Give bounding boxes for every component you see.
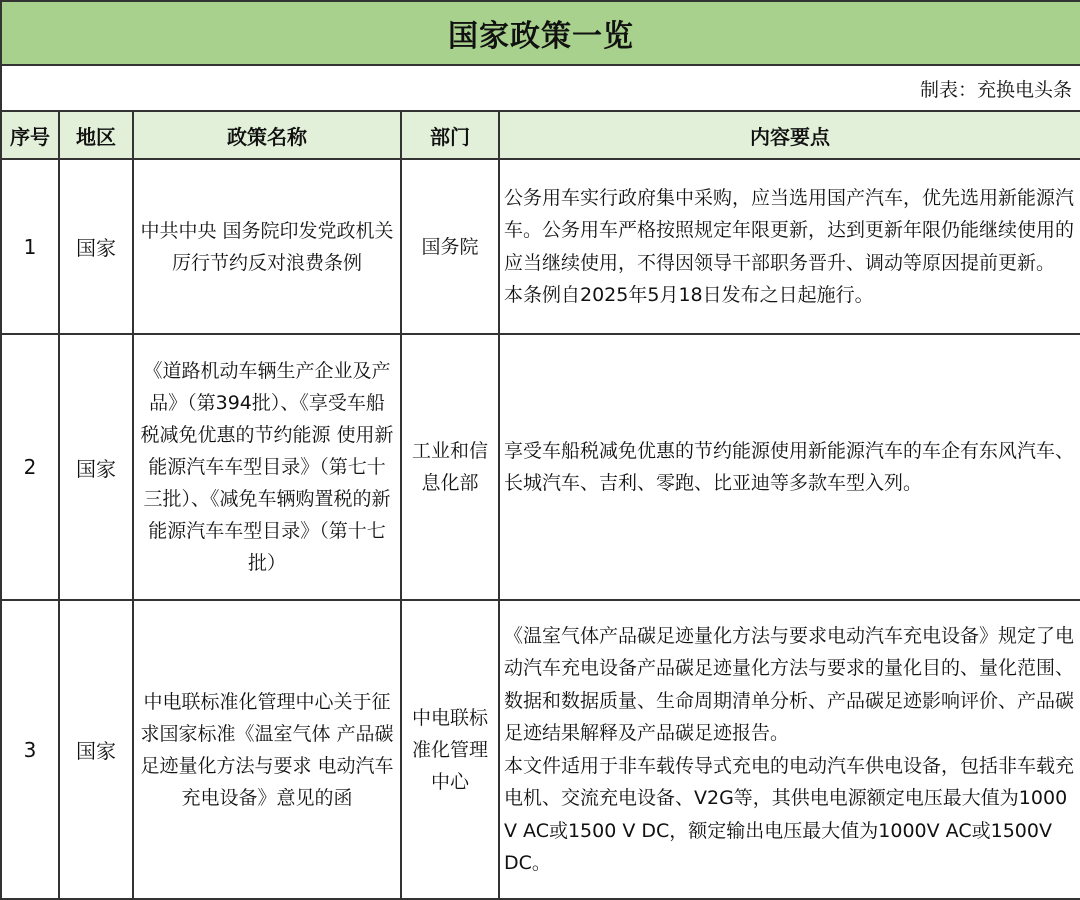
row-policy-name: 中共中央 国务院印发党政机关厉行节约反对浪费条例 bbox=[133, 159, 401, 334]
key-point-paragraph: 本条例自2025年5月18日发布之日起施行。 bbox=[504, 284, 874, 306]
header-index: 序号 bbox=[1, 111, 59, 159]
key-point-paragraph: 《温室气体产品碳足迹量化方法与要求电动汽车充电设备》规定了电动汽车充电设备产品碳足迹量化方法与要求的量化目的、量化范围、数据和数据质量、生命周期清单分析、产品碳足迹影响评价、产品碳足迹结果解释及产品碳足迹报告。 bbox=[504, 624, 1075, 744]
table-row bbox=[1, 600, 1080, 899]
row-key-points bbox=[499, 334, 1080, 600]
header-key-points: 内容要点 bbox=[499, 111, 1080, 159]
header-policy-name: 政策名称 bbox=[133, 111, 401, 159]
row-index: 2 bbox=[1, 334, 59, 600]
key-point-paragraph: 本文件适用于非车载传导式充电的电动汽车供电设备，包括非车载充电机、交流充电设备、V2G等，其供电电源额定电压最大值为1000 V AC或1500 V DC，额定输出电压最大值为1000V AC或1500V DC。 bbox=[504, 754, 1075, 874]
table-credit: 制表：充换电头条 bbox=[1, 65, 1080, 111]
row-department: 中电联标准化管理中心 bbox=[401, 600, 499, 899]
row-department: 国务院 bbox=[401, 159, 499, 334]
row-department: 工业和信息化部 bbox=[401, 334, 499, 600]
row-region: 国家 bbox=[59, 334, 133, 600]
header-region: 地区 bbox=[59, 111, 133, 159]
table-row bbox=[1, 159, 1080, 334]
header-row bbox=[1, 111, 1080, 159]
key-point-paragraph: 公务用车实行政府集中采购，应当选用国产汽车，优先选用新能源汽车。公务用车严格按照规定年限更新，达到更新年限仍能继续使用的应当继续使用，不得因领导干部职务晋升、调动等原因提前更新。 bbox=[504, 186, 1075, 274]
table-row bbox=[1, 334, 1080, 600]
header-department: 部门 bbox=[401, 111, 499, 159]
row-key-points bbox=[499, 600, 1080, 899]
row-key-points bbox=[499, 159, 1080, 334]
row-policy-name: 《道路机动车辆生产企业及产品》（第394批）、《享受车船税减免优惠的节约能源 使用新能源汽车车型目录》（第七十三批）、《减免车辆购置税的新能源汽车车型目录》（第十七批） bbox=[133, 334, 401, 600]
table-title: 国家政策一览 bbox=[1, 1, 1080, 65]
row-region: 国家 bbox=[59, 600, 133, 899]
key-point-paragraph: 享受车船税减免优惠的节约能源使用新能源汽车的车企有东风汽车、长城汽车、吉利、零跑、比亚迪等多款车型入列。 bbox=[504, 439, 1075, 494]
row-index: 3 bbox=[1, 600, 59, 899]
row-index: 1 bbox=[1, 159, 59, 334]
row-policy-name: 中电联标准化管理中心关于征求国家标准《温室气体 产品碳足迹量化方法与要求 电动汽车充电设备》意见的函 bbox=[133, 600, 401, 899]
row-region: 国家 bbox=[59, 159, 133, 334]
